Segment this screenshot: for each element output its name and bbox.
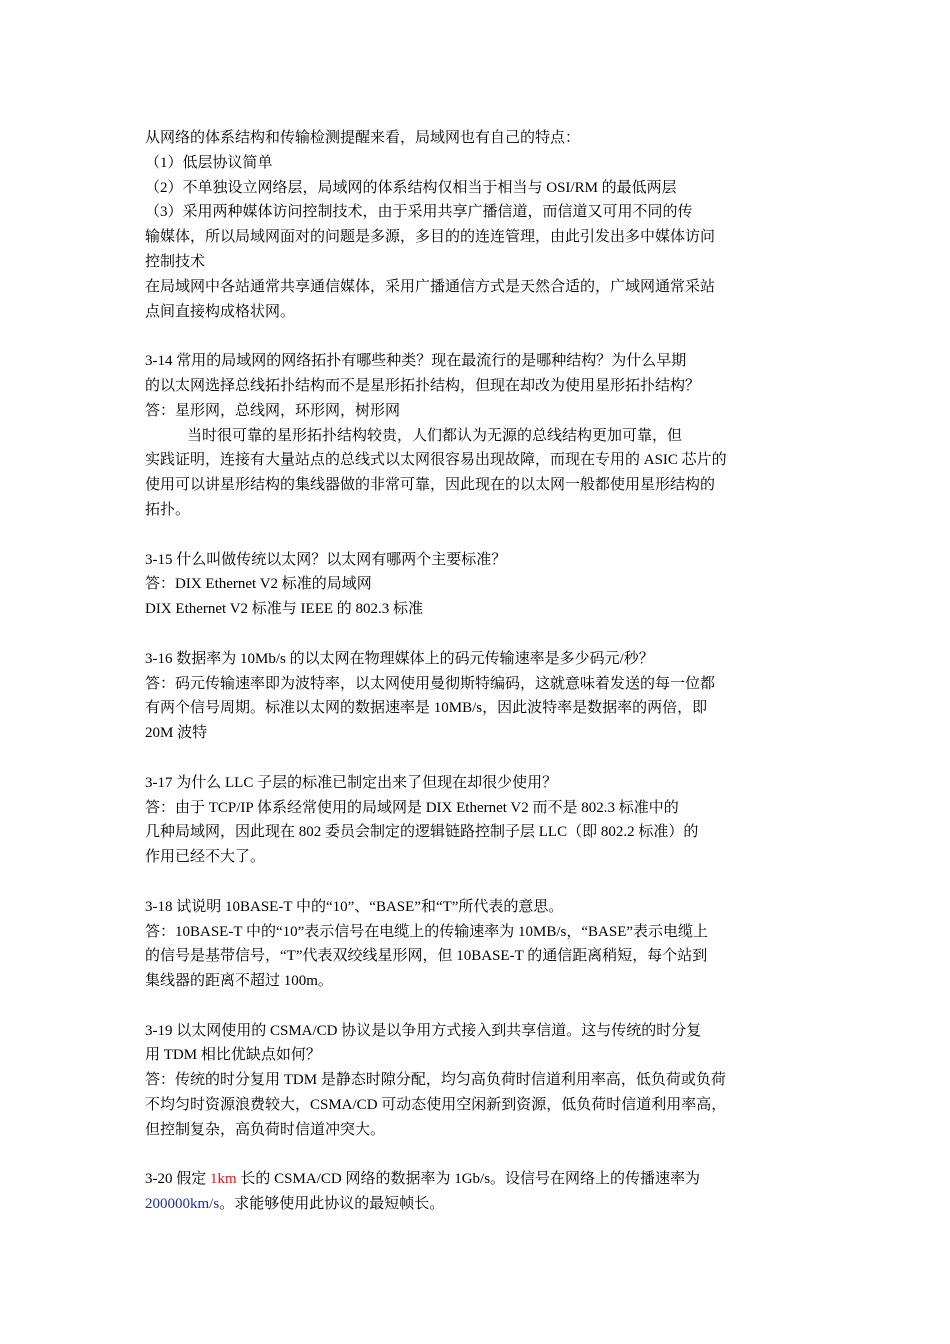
- document-page: [145, 126, 805, 1217]
- answer-line: 使用可以讲星形结构的集线器做的非常可靠，因此现在的以太网一般都使用星形结构的: [145, 477, 716, 494]
- question-line: [145, 1167, 805, 1192]
- q20-middle: 长的 CSMA/CD 网络的数据率为 1Gb/s。设信号在网络上的传播速率为: [236, 1171, 701, 1188]
- text-line: （3）采用两种媒体访问控制技术，由于采用共享广播信道，而信道又可用不同的传: [145, 204, 693, 221]
- question-line: 3-16 数据率为 10Mb/s 的以太网在物理媒体上的码元传输速率是多少码元/秒？: [145, 650, 654, 667]
- answer-line: 作用已经不大了。: [145, 849, 266, 866]
- text-line: 在局域网中各站通常共享通信媒体，采用广播通信方式是天然合适的，广域网通常采站: [145, 278, 716, 295]
- question-3-14: [145, 349, 805, 523]
- text-line: （2）不单独设立网络层，局域网的体系结构仅相当于相当与 OSI/RM 的最低两层: [145, 179, 677, 196]
- question-line: 用 TDM 相比优缺点如何？: [145, 1047, 321, 1064]
- answer-line: 几种局域网，因此现在 802 委员会制定的逻辑链路控制子层 LLC（即 802.2 标准）的: [145, 824, 699, 841]
- answer-line: 实践证明，连接有大量站点的总线式以太网很容易出现故障，而现在专用的 ASIC 芯片的: [145, 452, 727, 469]
- answer-line: 当时很可靠的星形拓扑结构较贵，人们都认为无源的总线结构更加可靠，但: [187, 427, 683, 444]
- question-3-20: [145, 1167, 805, 1217]
- question-line: 3-18 试说明 10BASE-T 中的“10”、“BASE”和“T”所代表的意思。: [145, 898, 564, 915]
- question-line: [145, 1192, 805, 1217]
- answer-line: 20M 波特: [145, 725, 208, 742]
- blank-line: [145, 622, 805, 647]
- q20-suffix: 。求能够使用此协议的最短帧长。: [219, 1196, 445, 1213]
- blank-line: [145, 523, 805, 548]
- blank-line: [145, 994, 805, 1019]
- text-line: 点间直接构成格状网。: [145, 303, 296, 320]
- blank-line: [145, 746, 805, 771]
- question-3-17: [145, 771, 805, 870]
- intro-section: [145, 126, 805, 324]
- text-line: （1）低层协议简单: [145, 154, 273, 171]
- answer-line: 不均匀时资源浪费较大，CSMA/CD 可动态使用空闲新到资源，低负荷时信道利用率高，: [145, 1097, 727, 1114]
- blank-line: [145, 870, 805, 895]
- answer-line: 答：由于 TCP/IP 体系经常使用的局域网是 DIX Ethernet V2 而不是 802.3 标准中的: [145, 799, 679, 816]
- text-line: 从网络的体系结构和传输检测提醒来看，局域网也有自己的特点：: [145, 130, 581, 146]
- question-3-15: [145, 548, 805, 622]
- question-3-18: [145, 895, 805, 994]
- question-3-19: [145, 1019, 805, 1143]
- question-line: 3-17 为什么 LLC 子层的标准已制定出来了但现在却很少使用？: [145, 774, 558, 791]
- answer-line: 答：10BASE-T 中的“10”表示信号在电缆上的传输速率为 10MB/s，“BASE”表示电缆上: [145, 923, 709, 940]
- q20-highlight-blue: 200000km/s: [145, 1196, 220, 1213]
- blank-line: [145, 1143, 805, 1168]
- text-line: 输媒体，所以局域网面对的问题是多源，多目的的连连管理，由此引发出多中媒体访问: [145, 229, 716, 246]
- q20-prefix: 3-20 假定: [145, 1171, 210, 1188]
- question-line: 3-19 以太网使用的 CSMA/CD 协议是以争用方式接入到共享信道。这与传统的时分复: [145, 1022, 702, 1039]
- question-line: 3-15 什么叫做传统以太网？以太网有哪两个主要标准？: [145, 551, 507, 568]
- answer-line: 答：星形网，总线网，环形网，树形网: [145, 402, 401, 419]
- question-line: 3-14 常用的局域网的网络拓扑有哪些种类？现在最流行的是哪种结构？为什么早期: [145, 353, 687, 370]
- question-line: 的以太网选择总线拓扑结构而不是星形拓扑结构，但现在却改为使用星形拓扑结构？: [145, 377, 701, 394]
- answer-line: 答：传统的时分复用 TDM 是静态时隙分配，均匀高负荷时信道利用率高，低负荷或负荷: [145, 1072, 726, 1089]
- answer-line: 答：DIX Ethernet V2 标准的局域网: [145, 576, 372, 593]
- text-line: 控制技术: [145, 253, 206, 270]
- answer-line: 答：码元传输速率即为波特率，以太网使用曼彻斯特编码，这就意味着发送的每一位都: [145, 675, 716, 692]
- answer-line: 拓扑。: [145, 501, 191, 518]
- q20-highlight-red: 1km: [210, 1171, 237, 1188]
- answer-line: 但控制复杂，高负荷时信道冲突大。: [145, 1121, 386, 1138]
- answer-line: DIX Ethernet V2 标准与 IEEE 的 802.3 标准: [145, 601, 424, 618]
- answer-line: 的信号是基带信号，“T”代表双绞线星形网，但 10BASE-T 的通信距离稍短，每个站到: [145, 948, 708, 965]
- answer-line: 集线器的距离不超过 100m。: [145, 973, 333, 990]
- answer-line: 有两个信号周期。标准以太网的数据速率是 10MB/s，因此波特率是数据率的两倍，即: [145, 700, 708, 717]
- blank-line: [145, 324, 805, 349]
- question-3-16: [145, 647, 805, 746]
